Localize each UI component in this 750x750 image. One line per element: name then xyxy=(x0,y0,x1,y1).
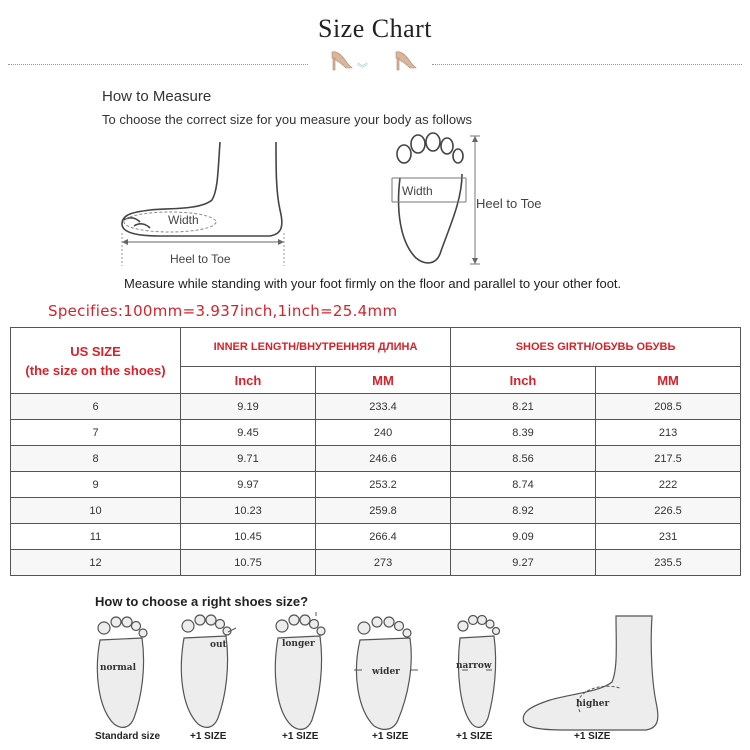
mm-header: MM xyxy=(596,367,741,394)
us-size-header-line1: US SIZE xyxy=(70,343,121,359)
top-width-label: Width xyxy=(402,184,433,198)
table-row xyxy=(11,394,741,420)
girth-inch-cell: 8.21 xyxy=(451,394,596,420)
measure-note: Measure while standing with your foot firmly on the floor and parallel to your other foot. xyxy=(124,276,622,291)
caption-plus-one-size: +1 SIZE xyxy=(574,731,611,742)
girth-inch-cell: 9.09 xyxy=(451,524,596,550)
length-inch-cell: 10.45 xyxy=(181,524,316,550)
us-size-cell: 7 xyxy=(11,420,181,446)
specifies-conversion: Specifies:100mm=3.937inch,1inch=25.4mm xyxy=(48,302,398,320)
foot-word-longer: longer xyxy=(282,639,315,649)
caption-plus-one-size: +1 SIZE xyxy=(190,731,227,742)
girth-mm-cell: 213 xyxy=(596,420,741,446)
girth-mm-cell: 231 xyxy=(596,524,741,550)
us-size-cell: 8 xyxy=(11,446,181,472)
length-mm-cell: 246.6 xyxy=(316,446,451,472)
us-size-cell: 6 xyxy=(11,394,181,420)
length-mm-cell: 273 xyxy=(316,550,451,576)
us-size-cell: 11 xyxy=(11,524,181,550)
girth-inch-cell: 8.56 xyxy=(451,446,596,472)
girth-mm-cell: 235.5 xyxy=(596,550,741,576)
side-width-label: Width xyxy=(168,213,199,227)
caption-plus-one-size: +1 SIZE xyxy=(456,731,493,742)
length-mm-cell: 240 xyxy=(316,420,451,446)
size-table xyxy=(10,327,741,576)
page-title: Size Chart xyxy=(317,14,433,43)
foot-measure-diagram xyxy=(100,130,660,275)
high-heels-icon xyxy=(318,44,430,76)
table-row xyxy=(11,472,741,498)
length-inch-cell: 9.19 xyxy=(181,394,316,420)
girth-inch-cell: 8.92 xyxy=(451,498,596,524)
girth-inch-cell: 9.27 xyxy=(451,550,596,576)
us-size-cell: 12 xyxy=(11,550,181,576)
girth-mm-cell: 222 xyxy=(596,472,741,498)
us-size-header-line2: (the size on the shoes) xyxy=(25,362,166,378)
length-mm-cell: 259.8 xyxy=(316,498,451,524)
table-row xyxy=(11,550,741,576)
top-heel-to-toe-label: Heel to Toe xyxy=(476,196,542,211)
out-foot-icon xyxy=(181,615,231,727)
girth-mm-cell: 208.5 xyxy=(596,394,741,420)
length-inch-cell: 9.97 xyxy=(181,472,316,498)
measure-subtitle: To choose the correct size for you measure your body as follows xyxy=(102,112,472,127)
length-mm-cell: 233.4 xyxy=(316,394,451,420)
longer-foot-icon xyxy=(275,615,325,729)
us-size-cell: 9 xyxy=(11,472,181,498)
foot-word-wider: wider xyxy=(372,667,400,677)
caption-standard-size: Standard size xyxy=(95,731,161,742)
table-row xyxy=(11,446,741,472)
length-mm-cell: 266.4 xyxy=(316,524,451,550)
foot-shapes-diagram xyxy=(80,612,680,750)
measure-title: How to Measure xyxy=(102,88,212,105)
caption-plus-one-size: +1 SIZE xyxy=(282,731,319,742)
inner-length-header: INNER LENGTH/ВНУТРЕННЯЯ ДЛИНА xyxy=(181,328,451,367)
narrow-foot-icon xyxy=(458,616,500,728)
side-foot-icon xyxy=(122,142,282,236)
foot-word-normal: normal xyxy=(100,663,137,673)
mm-header: MM xyxy=(316,367,451,394)
girth-mm-cell: 226.5 xyxy=(596,498,741,524)
foot-word-higher: higher xyxy=(576,699,610,709)
length-inch-cell: 9.45 xyxy=(181,420,316,446)
length-inch-cell: 9.71 xyxy=(181,446,316,472)
chevron-down-icon: ︾ xyxy=(357,63,368,75)
shoes-girth-header: SHOES GIRTH/ОБУВЬ ОБУВЬ xyxy=(451,328,741,367)
us-size-header xyxy=(11,328,181,394)
girth-inch-cell: 8.74 xyxy=(451,472,596,498)
table-row xyxy=(11,420,741,446)
foot-word-narrow: narrow xyxy=(456,661,492,671)
foot-word-out: out xyxy=(210,640,227,650)
girth-mm-cell: 217.5 xyxy=(596,446,741,472)
inch-header: Inch xyxy=(451,367,596,394)
us-size-cell: 10 xyxy=(11,498,181,524)
inch-header: Inch xyxy=(181,367,316,394)
side-heel-to-toe-label: Heel to Toe xyxy=(170,252,231,266)
divider-left xyxy=(8,64,308,65)
length-inch-cell: 10.23 xyxy=(181,498,316,524)
table-row xyxy=(11,524,741,550)
divider-right xyxy=(432,64,742,65)
table-row xyxy=(11,498,741,524)
length-inch-cell: 10.75 xyxy=(181,550,316,576)
choose-size-title: How to choose a right shoes size? xyxy=(95,594,309,609)
girth-inch-cell: 8.39 xyxy=(451,420,596,446)
length-mm-cell: 253.2 xyxy=(316,472,451,498)
caption-plus-one-size: +1 SIZE xyxy=(372,731,409,742)
higher-foot-icon xyxy=(523,616,658,730)
